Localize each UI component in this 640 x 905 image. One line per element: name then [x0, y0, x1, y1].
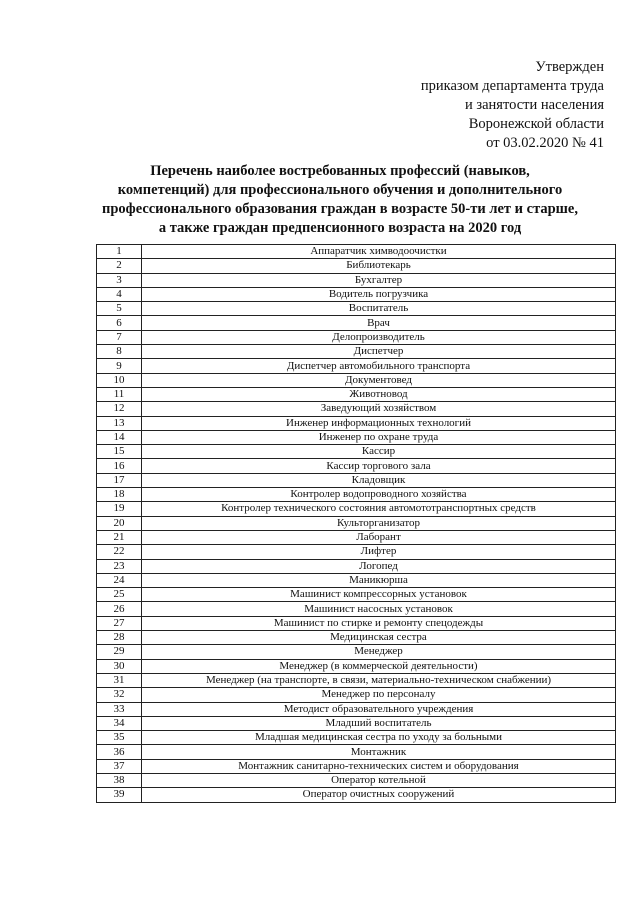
table-row	[97, 702, 616, 716]
row-number: 25	[97, 588, 142, 602]
row-number: 2	[97, 259, 142, 273]
row-number: 5	[97, 302, 142, 316]
profession-name: Кассир	[142, 445, 616, 459]
profession-name: Маникюрша	[142, 573, 616, 587]
table-row	[97, 545, 616, 559]
table-row	[97, 516, 616, 530]
profession-name: Диспетчер автомобильного транспорта	[142, 359, 616, 373]
row-number: 28	[97, 631, 142, 645]
profession-name: Монтажник	[142, 745, 616, 759]
profession-name: Бухгалтер	[142, 273, 616, 287]
row-number: 6	[97, 316, 142, 330]
table-row	[97, 445, 616, 459]
row-number: 37	[97, 759, 142, 773]
table-row	[97, 673, 616, 687]
table-row	[97, 688, 616, 702]
table-row	[97, 387, 616, 401]
row-number: 29	[97, 645, 142, 659]
row-number: 1	[97, 245, 142, 259]
row-number: 8	[97, 345, 142, 359]
row-number: 20	[97, 516, 142, 530]
approval-line: приказом департамента труда	[420, 78, 604, 94]
approval-line: и занятости населения	[465, 97, 604, 113]
table-row	[97, 616, 616, 630]
row-number: 21	[97, 530, 142, 544]
row-number: 30	[97, 659, 142, 673]
table-row	[97, 773, 616, 787]
profession-name: Аппаратчик химводоочистки	[142, 245, 616, 259]
table-row	[97, 373, 616, 387]
table-row	[97, 659, 616, 673]
profession-name: Лифтер	[142, 545, 616, 559]
table-row	[97, 631, 616, 645]
row-number: 39	[97, 788, 142, 802]
row-number: 11	[97, 387, 142, 401]
row-number: 36	[97, 745, 142, 759]
table-row	[97, 530, 616, 544]
profession-name: Животновод	[142, 387, 616, 401]
profession-name: Документовед	[142, 373, 616, 387]
table-row	[97, 345, 616, 359]
professions-table	[96, 244, 616, 803]
profession-name: Оператор очистных сооружений	[142, 788, 616, 802]
table-row	[97, 459, 616, 473]
profession-name: Методист образовательного учреждения	[142, 702, 616, 716]
approval-line: Воронежской области	[468, 116, 604, 132]
row-number: 33	[97, 702, 142, 716]
row-number: 35	[97, 731, 142, 745]
row-number: 16	[97, 459, 142, 473]
profession-name: Менеджер (в коммерческой деятельности)	[142, 659, 616, 673]
profession-name: Менеджер	[142, 645, 616, 659]
approval-date-number: от 03.02.2020 № 41	[486, 135, 604, 151]
row-number: 34	[97, 716, 142, 730]
profession-name: Инженер по охране труда	[142, 430, 616, 444]
row-number: 18	[97, 488, 142, 502]
profession-name: Водитель погрузчика	[142, 287, 616, 301]
table-row	[97, 359, 616, 373]
row-number: 12	[97, 402, 142, 416]
table-row	[97, 788, 616, 802]
row-number: 10	[97, 373, 142, 387]
table-row	[97, 502, 616, 516]
profession-name: Культорганизатор	[142, 516, 616, 530]
table-row	[97, 416, 616, 430]
row-number: 4	[97, 287, 142, 301]
profession-name: Диспетчер	[142, 345, 616, 359]
table-row	[97, 273, 616, 287]
title-line: компетенций) для профессионального обучения и дополнительного	[117, 182, 563, 198]
row-number: 27	[97, 616, 142, 630]
table-row	[97, 430, 616, 444]
profession-name: Машинист по стирке и ремонту спецодежды	[142, 616, 616, 630]
document-title	[60, 162, 620, 238]
profession-name: Младший воспитатель	[142, 716, 616, 730]
row-number: 24	[97, 573, 142, 587]
profession-name: Лаборант	[142, 530, 616, 544]
row-number: 7	[97, 330, 142, 344]
profession-name: Заведующий хозяйством	[142, 402, 616, 416]
profession-name: Логопед	[142, 559, 616, 573]
profession-name: Машинист насосных установок	[142, 602, 616, 616]
table-row	[97, 745, 616, 759]
table-row	[97, 473, 616, 487]
table-row	[97, 330, 616, 344]
table-row	[97, 559, 616, 573]
row-number: 38	[97, 773, 142, 787]
table-row	[97, 716, 616, 730]
table-row	[97, 245, 616, 259]
row-number: 9	[97, 359, 142, 373]
table-row	[97, 488, 616, 502]
profession-name: Контролер водопроводного хозяйства	[142, 488, 616, 502]
table-row	[97, 731, 616, 745]
profession-name: Кладовщик	[142, 473, 616, 487]
profession-name: Оператор котельной	[142, 773, 616, 787]
table-row	[97, 645, 616, 659]
row-number: 17	[97, 473, 142, 487]
approval-block	[421, 58, 604, 153]
profession-name: Младшая медицинская сестра по уходу за больными	[142, 731, 616, 745]
profession-name: Кассир торгового зала	[142, 459, 616, 473]
profession-name: Врач	[142, 316, 616, 330]
row-number: 13	[97, 416, 142, 430]
title-line: а также граждан предпенсионного возраста на 2020 год	[158, 220, 522, 236]
title-line: Перечень наиболее востребованных профессий (навыков,	[150, 163, 530, 179]
table-row	[97, 402, 616, 416]
table-row	[97, 602, 616, 616]
profession-name: Воспитатель	[142, 302, 616, 316]
row-number: 32	[97, 688, 142, 702]
row-number: 26	[97, 602, 142, 616]
table-row	[97, 759, 616, 773]
profession-name: Инженер информационных технологий	[142, 416, 616, 430]
profession-name: Делопроизводитель	[142, 330, 616, 344]
profession-name: Менеджер по персоналу	[142, 688, 616, 702]
row-number: 19	[97, 502, 142, 516]
profession-name: Менеджер (на транспорте, в связи, материально-техническом снабжении)	[142, 673, 616, 687]
profession-name: Монтажник санитарно-технических систем и оборудования	[142, 759, 616, 773]
table-row	[97, 316, 616, 330]
approval-line: Утвержден	[535, 59, 604, 75]
table-row	[97, 259, 616, 273]
row-number: 22	[97, 545, 142, 559]
professions-table-body	[97, 245, 616, 803]
profession-name: Машинист компрессорных установок	[142, 588, 616, 602]
row-number: 23	[97, 559, 142, 573]
row-number: 15	[97, 445, 142, 459]
row-number: 3	[97, 273, 142, 287]
row-number: 31	[97, 673, 142, 687]
table-row	[97, 302, 616, 316]
table-row	[97, 588, 616, 602]
table-row	[97, 573, 616, 587]
profession-name: Медицинская сестра	[142, 631, 616, 645]
table-row	[97, 287, 616, 301]
row-number: 14	[97, 430, 142, 444]
profession-name: Библиотекарь	[142, 259, 616, 273]
title-line: профессионального образования граждан в возрасте 50-ти лет и старше,	[102, 201, 578, 217]
profession-name: Контролер технического состояния автомототранспортных средств	[142, 502, 616, 516]
